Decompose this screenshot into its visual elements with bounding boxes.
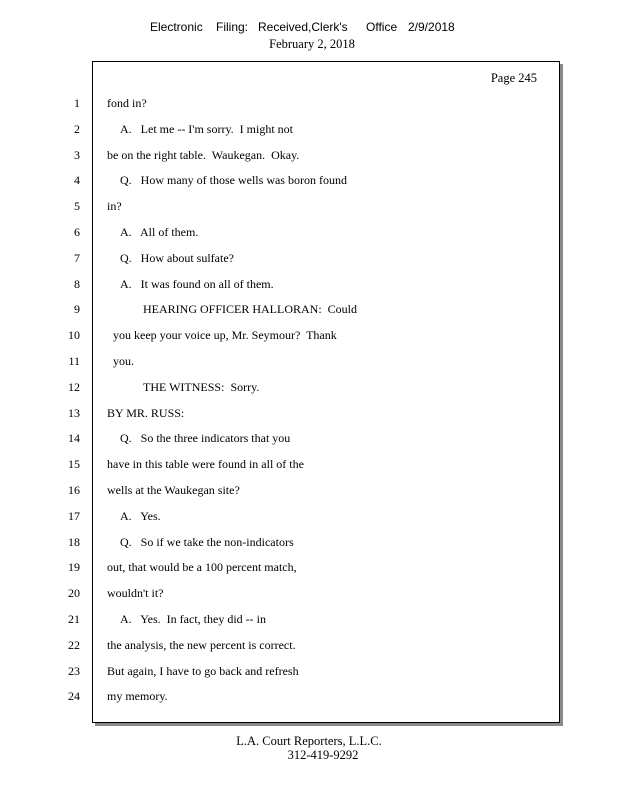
line-text: A. Yes. In fact, they did -- in: [120, 612, 266, 626]
line-number: 2: [74, 121, 80, 136]
line-text: A. Yes.: [120, 508, 161, 523]
line-number: 15: [68, 457, 80, 472]
line-text: HEARING OFFICER HALLORAN: Could: [143, 302, 358, 317]
line-number: 3: [74, 147, 80, 162]
line-text: Q. How about sulfate?: [120, 250, 234, 265]
line-number: 23: [68, 663, 80, 678]
line-number: 11: [68, 354, 80, 368]
line-number: 22: [68, 637, 80, 652]
line-number: 12: [68, 379, 80, 394]
filing-office: Office: [366, 20, 398, 34]
line-text: my memory.: [107, 689, 168, 704]
line-text: Q. So the three indicators that you: [120, 431, 291, 446]
filing-date: 2/9/2018: [408, 20, 455, 34]
line-number: 1: [74, 96, 80, 110]
line-text: A. All of them.: [120, 225, 199, 239]
filing-electronic: Electronic: [150, 20, 203, 34]
line-number: 8: [74, 276, 80, 291]
line-text: A. It was found on all of them.: [120, 276, 274, 291]
line-number: 6: [74, 225, 80, 239]
line-number: 14: [68, 431, 80, 446]
line-number: 5: [74, 199, 80, 214]
line-number: 19: [68, 560, 80, 575]
line-text: you.: [113, 354, 134, 368]
footer-phone: 312-419-9292: [287, 748, 359, 762]
line-text: A. Let me -- I'm sorry. I might not: [120, 121, 294, 136]
line-number: 9: [74, 302, 80, 317]
line-text: out, that would be a 100 percent match,: [107, 560, 297, 575]
line-number: 7: [74, 250, 80, 265]
line-text: wouldn't it?: [107, 586, 164, 601]
line-number: 4: [74, 173, 80, 188]
line-number: 16: [68, 483, 80, 497]
line-number: 10: [68, 328, 80, 343]
line-text: fond in?: [107, 96, 147, 110]
line-number: 24: [68, 689, 80, 704]
line-number: 21: [68, 612, 80, 626]
line-text: in?: [107, 199, 122, 214]
line-text: the analysis, the new percent is correct.: [107, 637, 296, 652]
line-text: be on the right table. Waukegan. Okay.: [107, 147, 300, 162]
line-text: BY MR. RUSS:: [107, 405, 185, 420]
page-number: Page 245: [490, 71, 537, 85]
line-number: 17: [68, 508, 80, 523]
line-text: have in this table were found in all of the: [107, 457, 304, 472]
line-number: 18: [68, 534, 80, 549]
line-text: THE WITNESS: Sorry.: [143, 379, 260, 394]
footer-company: L.A. Court Reporters, L.L.C.: [236, 734, 382, 748]
line-text: But again, I have to go back and refresh: [107, 663, 299, 678]
transcript-date: February 2, 2018: [269, 37, 355, 51]
line-text: Q. How many of those wells was boron found: [120, 173, 347, 188]
filing-filing: Filing:: [216, 20, 249, 34]
line-text: wells at the Waukegan site?: [107, 483, 240, 497]
line-number: 20: [68, 586, 80, 601]
line-number: 13: [68, 405, 80, 420]
filing-received: Received,Clerk's: [258, 20, 348, 34]
line-text: you keep your voice up, Mr. Seymour? Thank: [113, 328, 337, 343]
line-text: Q. So if we take the non-indicators: [120, 534, 294, 549]
